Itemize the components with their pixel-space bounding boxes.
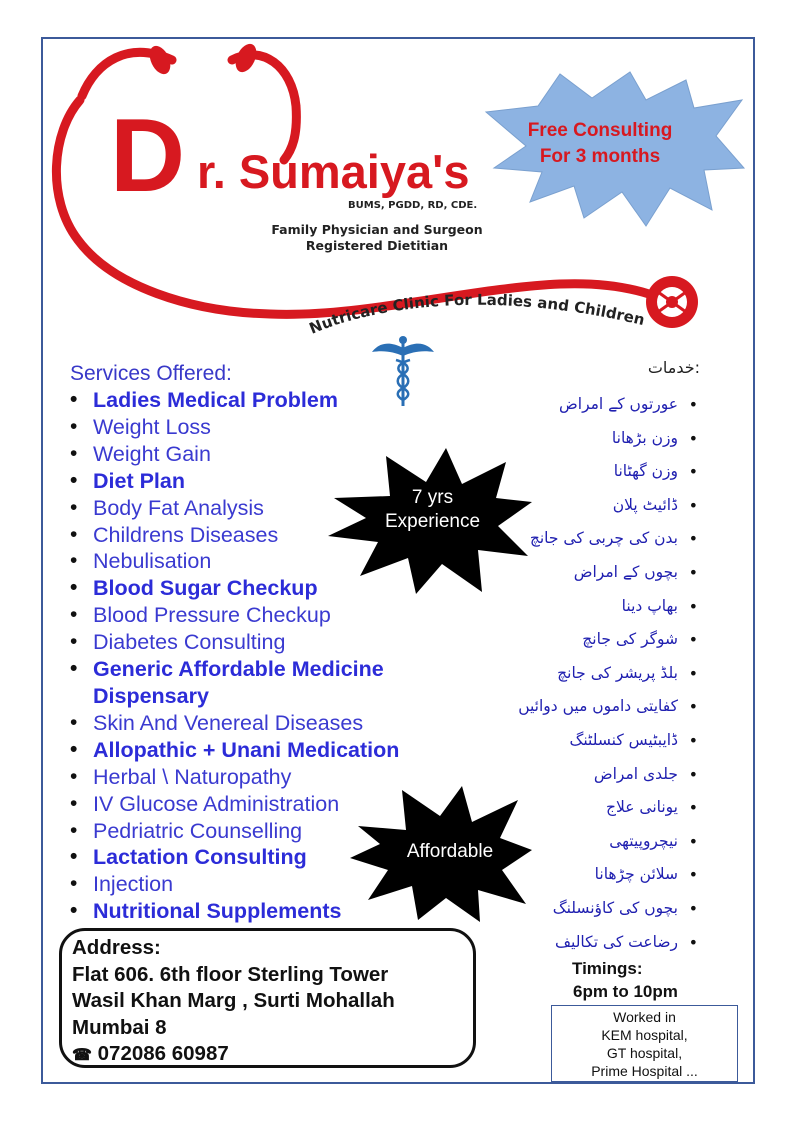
service-item: • Lactation Consulting	[70, 844, 440, 871]
urdu-service-item: • وزن بڑھانا	[520, 422, 702, 456]
address-line2: Wasil Khan Marg , Surti Mohallah	[72, 989, 395, 1012]
service-item: • Diabetes Consulting	[70, 629, 440, 656]
urdu-service-item: • بلڈ پریشر کی جانچ	[520, 657, 702, 691]
service-item: • Nutritional Supplements	[70, 898, 440, 925]
clinic-name: Nutricare Clinic For Ladies and Children	[306, 290, 647, 338]
free-consulting-offer: Free Consulting For 3 months	[527, 120, 673, 167]
service-item: • Weight Gain	[70, 441, 440, 468]
service-item: • Ladies Medical Problem	[70, 387, 440, 414]
service-item: • IV Glucose Administration	[70, 791, 440, 818]
urdu-service-item: • سلائن چڑھانا	[520, 858, 702, 892]
urdu-service-item: • کفایتی داموں میں دوائیں	[520, 690, 702, 724]
urdu-service-item: • بھاپ دینا	[520, 590, 702, 624]
service-item: • Body Fat Analysis	[70, 495, 440, 522]
phone-number[interactable]: 072086 60987	[97, 1042, 229, 1065]
services-title: Services Offered:	[70, 362, 232, 385]
urdu-service-item: • بچوں کے امراض	[520, 556, 702, 590]
subtitle: Family Physician and Surgeon Registered Dietitian	[271, 222, 483, 253]
service-item: • Childrens Diseases	[70, 522, 440, 549]
service-item: • Nebulisation	[70, 548, 440, 575]
service-item: • Pedriatric Counselling	[70, 818, 440, 845]
address-line1: Flat 606. 6th floor Sterling Tower	[72, 962, 389, 986]
urdu-service-item: • بچوں کی کاؤنسلنگ	[520, 892, 702, 926]
service-item: • Allopathic + Unani Medication	[70, 737, 440, 764]
experience-badge: 7 yrs Experience	[384, 487, 481, 532]
urdu-service-item: • نیچروپیتھی	[520, 825, 702, 859]
service-item: • Injection	[70, 871, 440, 898]
urdu-service-item: • عورتوں کے امراض	[520, 388, 702, 422]
urdu-services-title: خدمات:	[647, 358, 700, 377]
logo-letter: D	[110, 98, 184, 214]
service-item: • Weight Loss	[70, 414, 440, 441]
urdu-service-item: • ڈائیٹ پلان	[520, 489, 702, 523]
address-heading: Address:	[72, 936, 161, 959]
affordable-badge: Affordable	[406, 841, 494, 862]
urdu-service-item: • رضاعت کی تکالیف	[520, 926, 702, 960]
address-line3: Mumbai 8	[72, 1015, 167, 1039]
urdu-service-item: • یونانی علاج	[520, 791, 702, 825]
urdu-service-item: • جلدی امراض	[520, 758, 702, 792]
service-item: • Generic Affordable Medicine Dispensary	[70, 656, 440, 710]
urdu-service-item: • وزن گھٹانا	[520, 455, 702, 489]
urdu-services-list	[520, 388, 702, 959]
phone-icon: ☎	[72, 1047, 92, 1064]
service-item: • Blood Pressure Checkup	[70, 602, 440, 629]
credentials: BUMS, PGDD, RD, CDE.	[348, 200, 478, 211]
phone-line[interactable]	[72, 1041, 473, 1070]
worked-in-box: Worked in KEM hospital, GT hospital, Prime Hospital ...	[551, 1005, 738, 1082]
timings: Timings: 6pm to 10pm	[572, 959, 678, 1001]
urdu-service-item: • بدن کی چربی کی جانچ	[520, 522, 702, 556]
urdu-service-item: • شوگر کی جانچ	[520, 623, 702, 657]
service-item: • Diet Plan	[70, 468, 440, 495]
service-item: • Blood Sugar Checkup	[70, 575, 440, 602]
urdu-service-item: • ڈایبٹیس کنسلٹنگ	[520, 724, 702, 758]
service-item: • Skin And Venereal Diseases	[70, 710, 440, 737]
address-box	[59, 928, 476, 1068]
service-item: • Herbal \ Naturopathy	[70, 764, 440, 791]
doctor-name: r. Sumaiya's	[197, 145, 470, 198]
